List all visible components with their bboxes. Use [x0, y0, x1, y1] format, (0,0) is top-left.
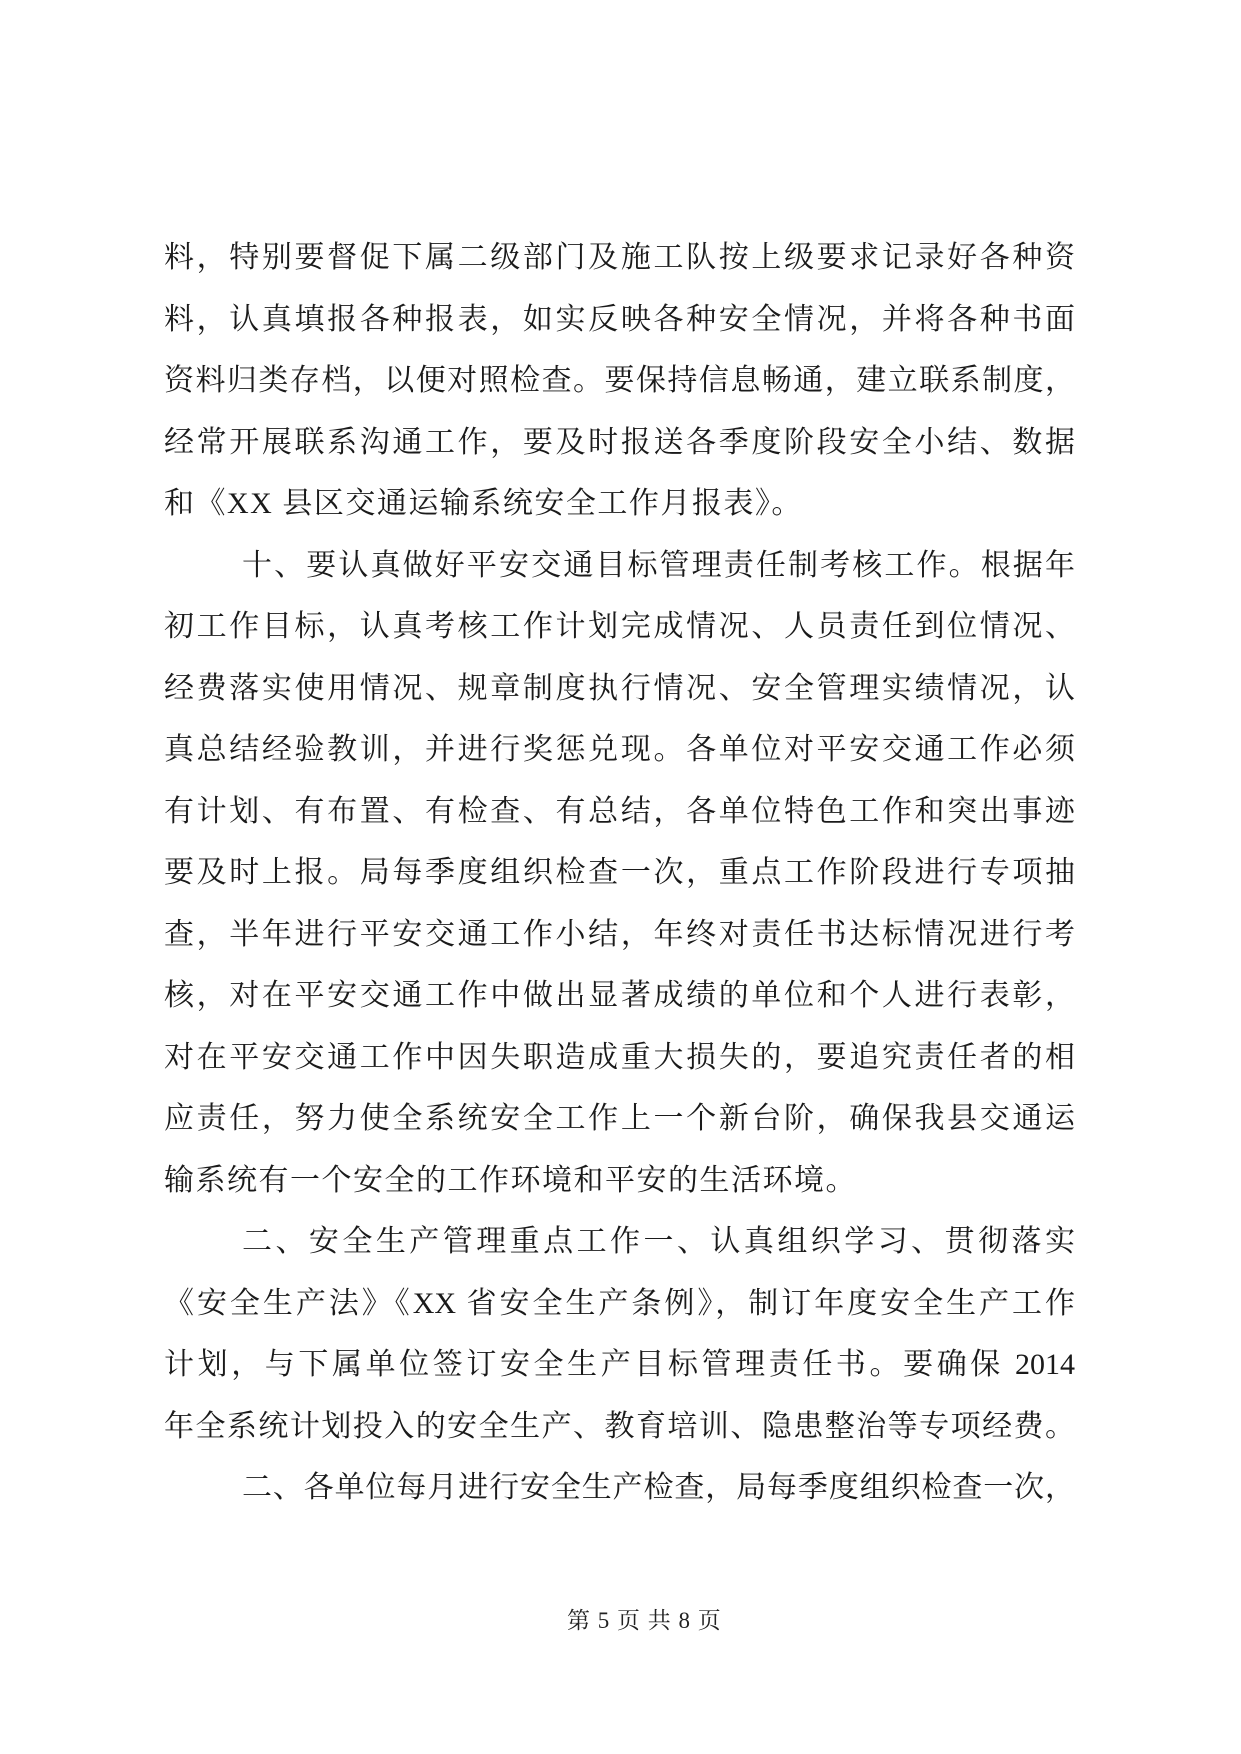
paragraph-line: 对在平安交通工作中因失职造成重大损失的，要追究责任者的相 [164, 1040, 1075, 1074]
paragraph [164, 535, 1075, 1212]
paragraph-line: 料，认真填报各种报表，如实反映各种安全情况，并将各种书面 [164, 302, 1075, 336]
paragraph-line: 年全系统计划投入的安全生产、教育培训、隐患整治等专项经费。 [164, 1409, 1075, 1443]
page-number: 第 5 页 共 8 页 [567, 1608, 722, 1633]
paragraph-line: 核，对在平安交通工作中做出显著成绩的单位和个人进行表彰， [164, 979, 1075, 1012]
paragraph [164, 1457, 1075, 1519]
paragraph-line: 应责任，努力使全系统安全工作上一个新台阶，确保我县交通运 [164, 1102, 1075, 1135]
paragraph-line: 十、要认真做好平安交通目标管理责任制考核工作。根据年 [242, 548, 1075, 582]
paragraph-line: 和《XX 县区交通运输系统安全工作月报表》。 [164, 487, 803, 520]
paragraph-line: 计划，与下属单位签订安全生产目标管理责任书。要确保 2014 [164, 1348, 1075, 1381]
paragraph-line: 输系统有一个安全的工作环境和平安的生活环境。 [164, 1163, 857, 1197]
paragraph-line: 初工作目标，认真考核工作计划完成情况、人员责任到位情况、 [164, 610, 1075, 643]
paragraph-line: 资料归类存档，以便对照检查。要保持信息畅通，建立联系制度， [164, 364, 1075, 397]
paragraph-line: 二、各单位每月进行安全生产检查，局每季度组织检查一次， [242, 1471, 1075, 1504]
paragraph-line: 查，半年进行平安交通工作小结，年终对责任书达标情况进行考 [164, 917, 1075, 951]
paragraph-line: 二、安全生产管理重点工作一、认真组织学习、贯彻落实 [242, 1225, 1075, 1258]
page-footer [567, 1606, 722, 1636]
paragraph-line: 要及时上报。局每季度组织检查一次，重点工作阶段进行专项抽 [164, 856, 1075, 889]
paragraph [164, 227, 1075, 535]
paragraph-line: 有计划、有布置、有检查、有总结，各单位特色工作和突出事迹 [164, 794, 1075, 828]
paragraph-line: 《安全生产法》《XX 省安全生产条例》，制订年度安全生产工作 [164, 1286, 1075, 1320]
paragraph-line: 料，特别要督促下属二级部门及施工队按上级要求记录好各种资 [164, 241, 1075, 274]
paragraph-line: 真总结经验教训，并进行奖惩兑现。各单位对平安交通工作必须 [164, 733, 1075, 766]
paragraph-line: 经费落实使用情况、规章制度执行情况、安全管理实绩情况，认 [164, 671, 1075, 705]
paragraph [164, 1211, 1075, 1457]
paragraph-line: 经常开展联系沟通工作，要及时报送各季度阶段安全小结、数据 [164, 425, 1075, 459]
document-body [164, 227, 1075, 1519]
